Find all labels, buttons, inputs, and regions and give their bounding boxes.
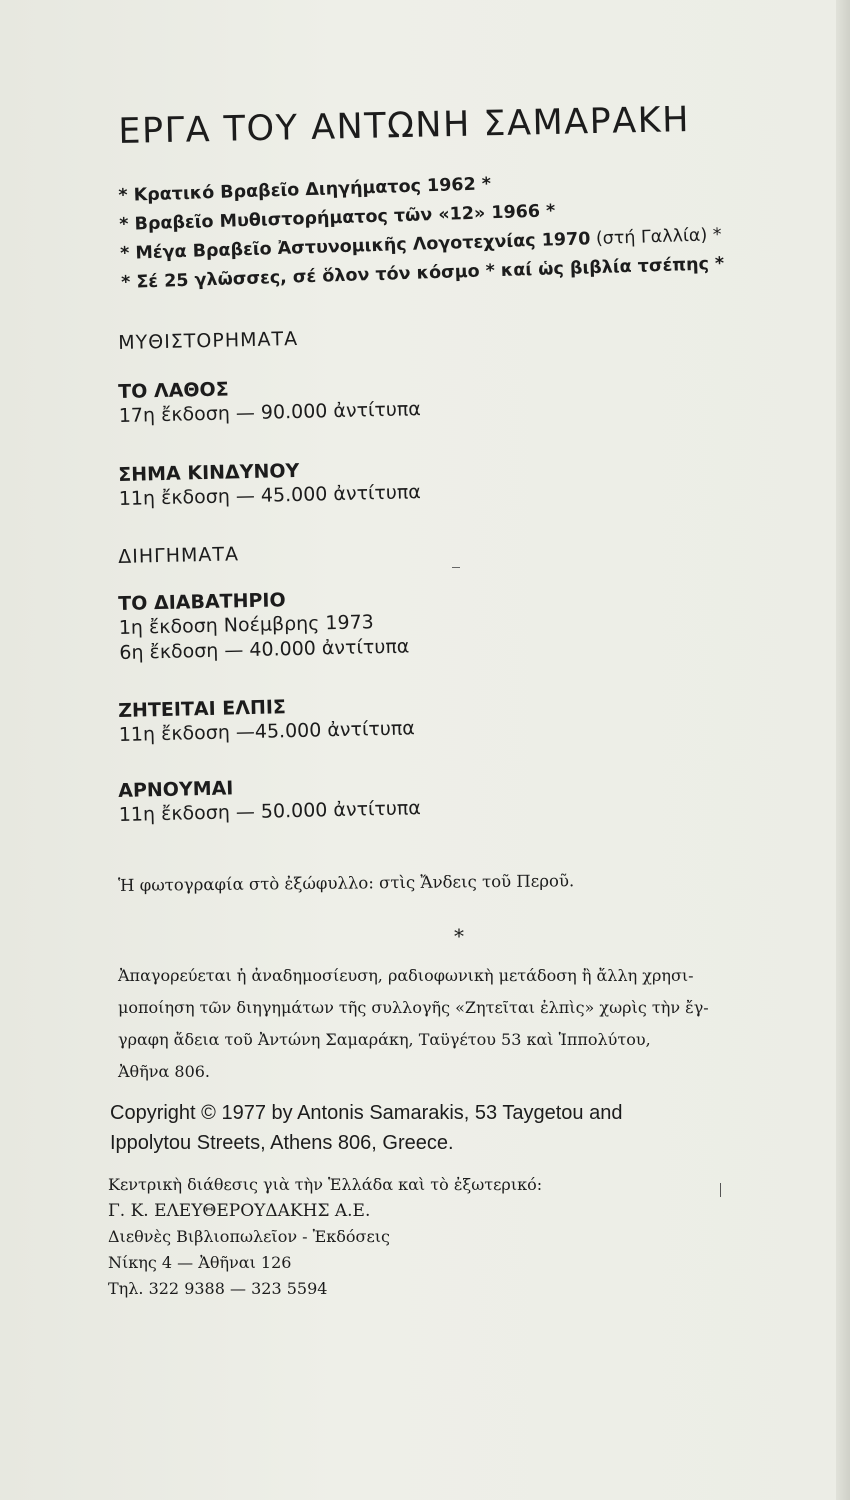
book-title: ΣΗΜΑ ΚΙΝΔΥΝΟΥ — [118, 459, 300, 486]
distribution-phone: Τηλ. 322 9388 — 323 5594 — [108, 1279, 328, 1298]
rights-notice — [118, 960, 768, 1088]
book-edition: 11η ἔκδοση —45.000 ἀντίτυπα — [118, 717, 416, 746]
page-title: ΕΡΓΑ ΤΟΥ ΑΝΤΩΝΗ ΣΑΜΑΡΑΚΗ — [118, 100, 691, 152]
book-edition: 1η ἔκδοση Νοέμβρης 1973 — [118, 611, 374, 639]
distribution-line: Κεντρικὴ διάθεσις γιὰ τὴν Ἑλλάδα καὶ τὸ ἐξωτερικό: — [108, 1175, 543, 1194]
section-separator: * — [454, 924, 464, 948]
award-text: * Βραβεῖο Μυθιστορήματος τῶν «12» 1966 * — [119, 201, 556, 235]
page-edge — [836, 0, 850, 1500]
award-text: * Κρατικό Βραβεῖο Διηγήματος 1962 * — [118, 174, 492, 206]
stray-mark — [452, 567, 460, 568]
copyright-line: Ippolytou Streets, Athens 806, Greece. — [110, 1132, 454, 1154]
rights-line: μοποίηση τῶν διηγημάτων τῆς συλλογῆς «Ζητεῖται ἐλπὶς» χωρὶς τὴν ἔγ- — [118, 998, 709, 1017]
book-edition: 17η ἔκδοση — 90.000 ἀντίτυπα — [118, 398, 422, 427]
book-edition: 11η ἔκδοση — 45.000 ἀντίτυπα — [118, 481, 422, 510]
stray-mark — [720, 1183, 721, 1197]
award-text: * Σέ 25 γλῶσσες, σέ ὅλον τόν κόσμο * καί ὡς βιβλία τσέπης * — [120, 254, 725, 293]
cover-photo-credit: Ἡ φωτογραφία στὸ ἐξώφυλλο: στὶς Ἄνδεις τοῦ Περοῦ. — [118, 871, 575, 895]
book-entry — [118, 692, 415, 748]
rights-line: Ἀπαγορεύεται ἡ ἀναδημοσίευση, ραδιοφωνικὴ μετάδοση ἢ ἄλλη χρησι- — [118, 966, 694, 985]
publisher-name: Γ. Κ. ΕΛΕΥΘΕΡΟΥΔΑΚΗΣ Α.Ε. — [108, 1201, 371, 1221]
copyright-line: Copyright © 1977 by Antonis Samarakis, 53 Taygetou and — [110, 1102, 623, 1124]
rights-line: γραφη ἄδεια τοῦ Ἀντώνη Σαμαράκη, Ταϋγέτου 53 καὶ Ἱππολύτου, — [118, 1030, 651, 1049]
stories-heading: ΔΙΗΓΗΜΑΤΑ — [118, 543, 240, 568]
book-title: ΤΟ ΔΙΑΒΑΤΗΡΙΟ — [118, 589, 286, 615]
book-entry — [118, 456, 421, 512]
book-edition: 6η ἔκδοση — 40.000 ἀντίτυπα — [119, 635, 410, 664]
book-title: ΖΗΤΕΙΤΑΙ ΕΛΠΙΣ — [118, 696, 287, 722]
book-entry — [118, 772, 421, 828]
award-text: * Μέγα Βραβεῖο Ἀστυνομικῆς Λογοτεχνίας 1970 — [119, 229, 591, 264]
distribution-line: Διεθνὲς Βιβλιοπωλεῖον - Ἐκδόσεις — [108, 1227, 390, 1246]
rights-line: Ἀθῆνα 806. — [118, 1062, 211, 1081]
novels-heading: ΜΥΘΙΣΤΟΡΗΜΑΤΑ — [118, 327, 299, 354]
book-edition: 11η ἔκδοση — 50.000 ἀντίτυπα — [118, 797, 422, 826]
book-entry — [118, 585, 410, 666]
book-title: ΑΡΝΟΥΜΑΙ — [118, 777, 234, 802]
award-note: (στή Γαλλία) * — [590, 225, 722, 250]
distribution-address: Νίκης 4 — Ἀθῆναι 126 — [108, 1253, 292, 1272]
copyright-notice — [110, 1098, 622, 1158]
awards-list — [118, 163, 725, 298]
book-title: ΤΟ ΛΑΘΟΣ — [118, 378, 229, 403]
distribution-info — [108, 1172, 542, 1302]
book-entry — [118, 373, 421, 429]
